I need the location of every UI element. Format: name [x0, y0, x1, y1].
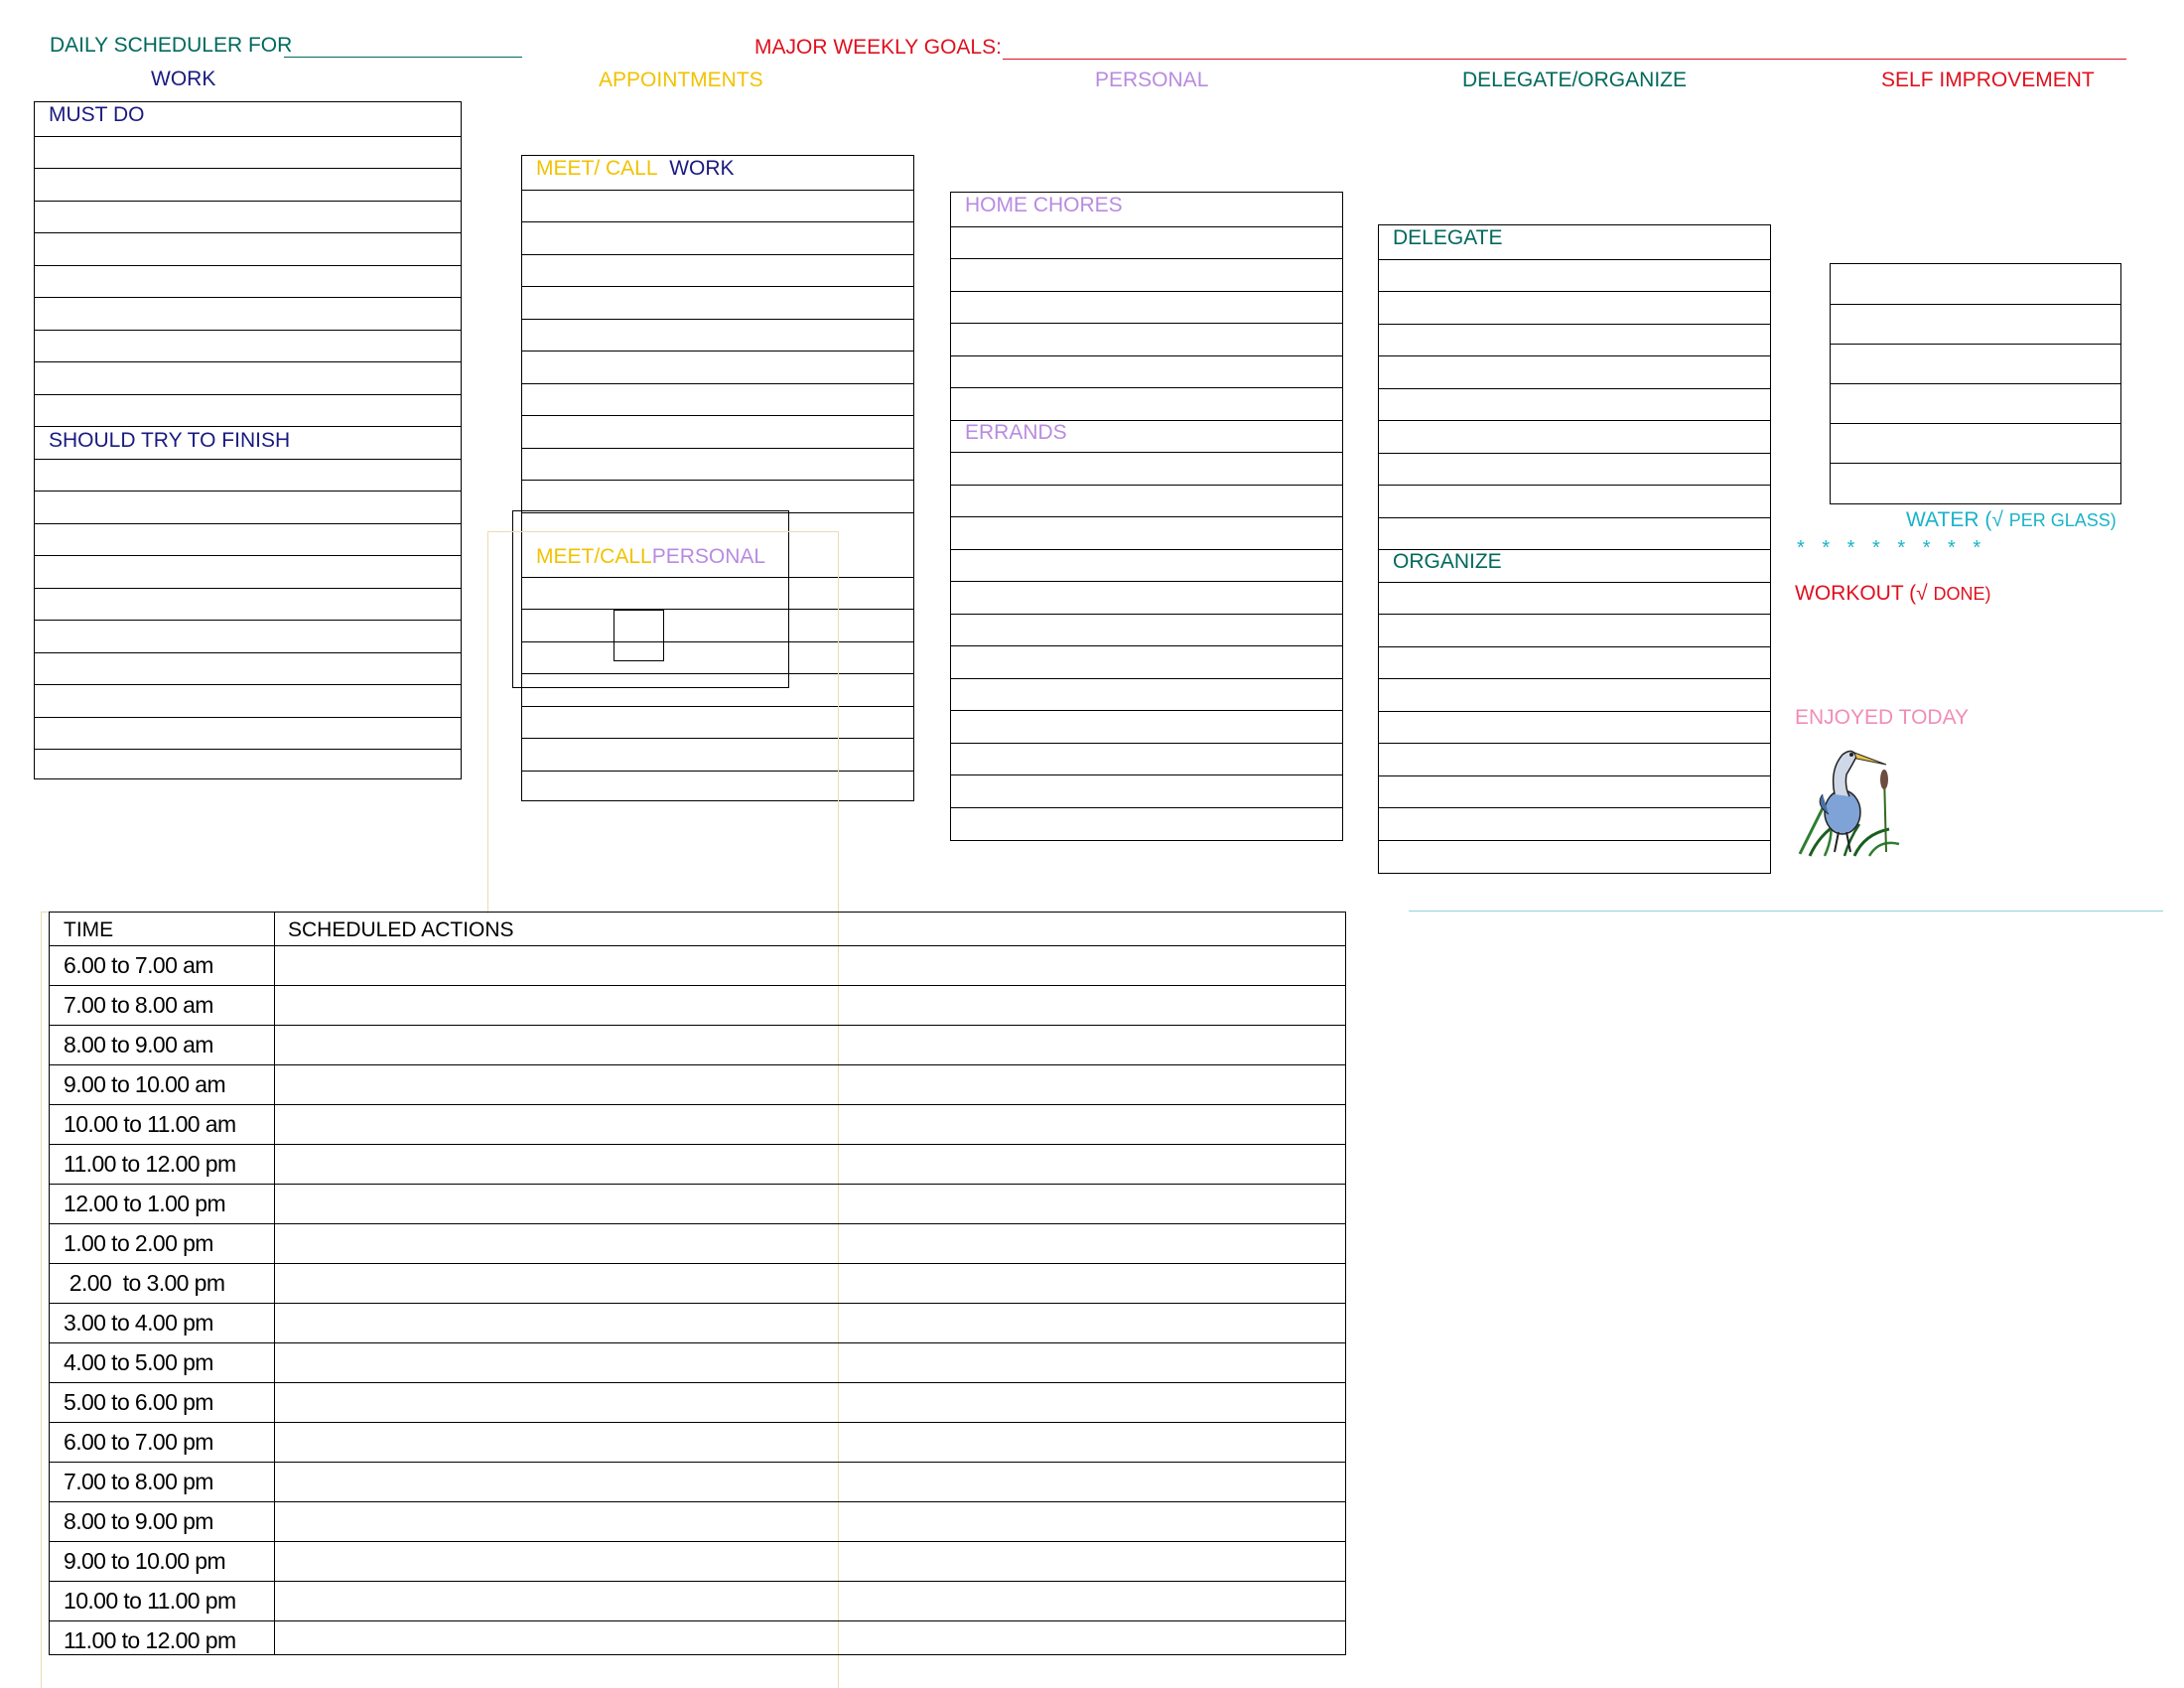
- table-row[interactable]: [50, 1542, 1345, 1582]
- appointments-box: [521, 155, 914, 801]
- actions-header: SCHEDULED ACTIONS: [288, 918, 514, 941]
- personal-box: [950, 192, 1343, 841]
- time-cell: 10.00 to 11.00 pm: [64, 1588, 236, 1614]
- water-glass-stars[interactable]: * * * * * * * *: [1797, 537, 1987, 559]
- table-row[interactable]: [50, 1185, 1345, 1224]
- table-row[interactable]: [50, 1423, 1345, 1463]
- time-cell: 7.00 to 8.00 pm: [64, 1469, 213, 1494]
- work-task-box: [34, 101, 462, 779]
- time-cell: 4.00 to 5.00 pm: [64, 1349, 213, 1375]
- time-cell: 5.00 to 6.00 pm: [64, 1389, 213, 1415]
- weekly-goals-line[interactable]: [1003, 59, 2126, 60]
- tan-guide-top: [487, 531, 839, 532]
- overlay-small-frame: [614, 610, 664, 661]
- time-cell: 7.00 to 8.00 am: [64, 992, 213, 1018]
- errands-label: ERRANDS: [965, 421, 1067, 444]
- must-do-label: MUST DO: [49, 103, 145, 126]
- time-cell: 10.00 to 11.00 am: [64, 1111, 236, 1137]
- home-chores-label: HOME CHORES: [965, 194, 1123, 216]
- workout-label: WORKOUT (√ DONE): [1795, 582, 1991, 605]
- time-cell: 8.00 to 9.00 pm: [64, 1508, 213, 1534]
- tan-guide-outer: [41, 912, 42, 1688]
- category-personal: PERSONAL: [1095, 69, 1209, 91]
- schedule-header-row: [50, 913, 1345, 946]
- weekly-goals-label: MAJOR WEEKLY GOALS:: [754, 36, 1002, 59]
- overlay-frame: [512, 510, 789, 688]
- delegate-box: [1378, 224, 1771, 874]
- time-cell: 6.00 to 7.00 pm: [64, 1429, 213, 1455]
- category-delegate-organize: DELEGATE/ORGANIZE: [1462, 69, 1687, 91]
- time-cell: 11.00 to 12.00 pm: [64, 1627, 236, 1653]
- table-row[interactable]: [50, 1621, 1345, 1655]
- time-cell: 11.00 to 12.00 pm: [64, 1151, 236, 1177]
- time-header: TIME: [64, 918, 114, 941]
- table-row[interactable]: [50, 986, 1345, 1026]
- category-self-improvement: SELF IMPROVEMENT: [1881, 69, 2095, 91]
- self-improvement-box: [1830, 263, 2121, 504]
- table-row[interactable]: [50, 1224, 1345, 1264]
- organize-label: ORGANIZE: [1393, 550, 1502, 573]
- table-row[interactable]: [50, 946, 1345, 986]
- table-row[interactable]: [50, 1065, 1345, 1105]
- water-label: WATER (√ PER GLASS): [1906, 508, 2116, 531]
- table-row[interactable]: [50, 1026, 1345, 1065]
- delegate-label: DELEGATE: [1393, 226, 1503, 249]
- time-cell: 8.00 to 9.00 am: [64, 1032, 213, 1057]
- scheduler-title: DAILY SCHEDULER FOR: [50, 34, 293, 57]
- time-cell: 3.00 to 4.00 pm: [64, 1310, 213, 1336]
- time-cell: 12.00 to 1.00 pm: [64, 1191, 226, 1216]
- table-row[interactable]: [50, 1304, 1345, 1343]
- enjoyed-today-label: ENJOYED TODAY: [1795, 706, 1970, 729]
- should-try-label: SHOULD TRY TO FINISH: [49, 429, 291, 452]
- time-cell: 2.00 to 3.00 pm: [64, 1270, 225, 1296]
- category-work: WORK: [151, 68, 216, 90]
- table-row[interactable]: [50, 1343, 1345, 1383]
- schedule-table: [49, 912, 1346, 1655]
- table-row[interactable]: [50, 1582, 1345, 1621]
- meet-call-work-label: MEET/ CALL WORK: [536, 157, 735, 180]
- tan-guide-left: [487, 531, 488, 914]
- table-row[interactable]: [50, 1502, 1345, 1542]
- date-line[interactable]: [284, 57, 522, 58]
- meet-call-personal-label: MEET/CALLPERSONAL: [536, 545, 766, 568]
- table-row[interactable]: [50, 1145, 1345, 1185]
- table-row[interactable]: [50, 1383, 1345, 1423]
- category-appointments: APPOINTMENTS: [599, 69, 763, 91]
- time-cell: 9.00 to 10.00 am: [64, 1071, 226, 1097]
- cyan-divider: [1409, 911, 2163, 912]
- table-row[interactable]: [50, 1463, 1345, 1502]
- table-row[interactable]: [50, 1105, 1345, 1145]
- time-cell: 9.00 to 10.00 pm: [64, 1548, 226, 1574]
- heron-illustration: [1795, 735, 1904, 859]
- time-cell: 1.00 to 2.00 pm: [64, 1230, 213, 1256]
- table-row[interactable]: [50, 1264, 1345, 1304]
- time-cell: 6.00 to 7.00 am: [64, 952, 213, 978]
